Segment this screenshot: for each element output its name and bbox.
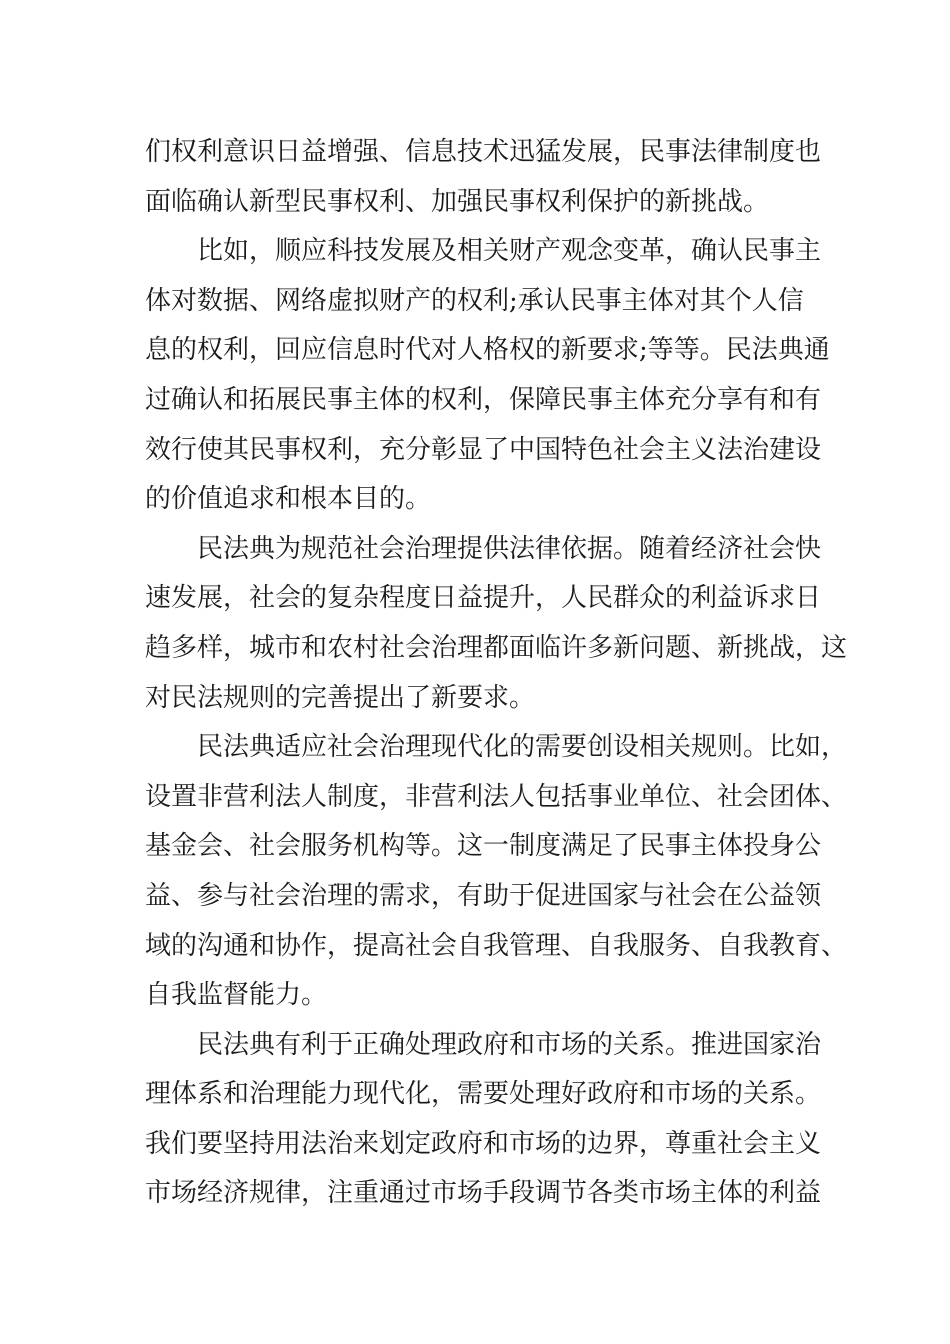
- paragraph-start-line: 比如，顺应科技发展及相关财产观念变革，确认民事主: [197, 236, 822, 267]
- text-line: 息的权利，回应信息时代对人格权的新要求;等等。民法典通: [145, 335, 830, 366]
- text-line: 市场经济规律，注重通过市场手段调节各类市场主体的利益: [145, 1178, 822, 1209]
- text-line: 面临确认新型民事权利、加强民事权利保护的新挑战。: [145, 186, 770, 217]
- text-line: 设置非营利法人制度，非营利法人包括事业单位、社会团体、: [145, 781, 848, 812]
- text-line: 对民法规则的完善提出了新要求。: [145, 682, 536, 713]
- paragraph-start-line: 民法典有利于正确处理政府和市场的关系。推进国家治: [197, 1029, 822, 1060]
- text-line: 益、参与社会治理的需求，有助于促进国家与社会在公益领: [145, 880, 822, 911]
- text-line: 体对数据、网络虚拟财产的权利;承认民事主体对其个人信: [145, 285, 804, 316]
- text-line: 趋多样，城市和农村社会治理都面临许多新问题、新挑战，这: [145, 632, 848, 663]
- text-line: 效行使其民事权利，充分彰显了中国特色社会主义法治建设: [145, 434, 822, 465]
- text-line: 的价值追求和根本目的。: [145, 484, 432, 515]
- text-line: 理体系和治理能力现代化，需要处理好政府和市场的关系。: [145, 1079, 822, 1110]
- text-line: 我们要坚持用法治来划定政府和市场的边界，尊重社会主义: [145, 1128, 822, 1159]
- body-text: [145, 128, 848, 1219]
- text-line: 自我监督能力。: [145, 980, 328, 1011]
- text-line: 过确认和拓展民事主体的权利，保障民事主体充分享有和有: [145, 384, 822, 415]
- text-line: 速发展，社会的复杂程度日益提升，人民群众的利益诉求日: [145, 583, 822, 614]
- text-line: 基金会、社会服务机构等。这一制度满足了民事主体投身公: [145, 831, 822, 862]
- text-line: 域的沟通和协作，提高社会自我管理、自我服务、自我教育、: [145, 930, 848, 961]
- paragraph-start-line: 民法典适应社会治理现代化的需要创设相关规则。比如，: [197, 732, 848, 763]
- text-line: 们权利意识日益增强、信息技术迅猛发展，民事法律制度也: [145, 137, 822, 167]
- paragraph-start-line: 民法典为规范社会治理提供法律依据。随着经济社会快: [197, 533, 822, 564]
